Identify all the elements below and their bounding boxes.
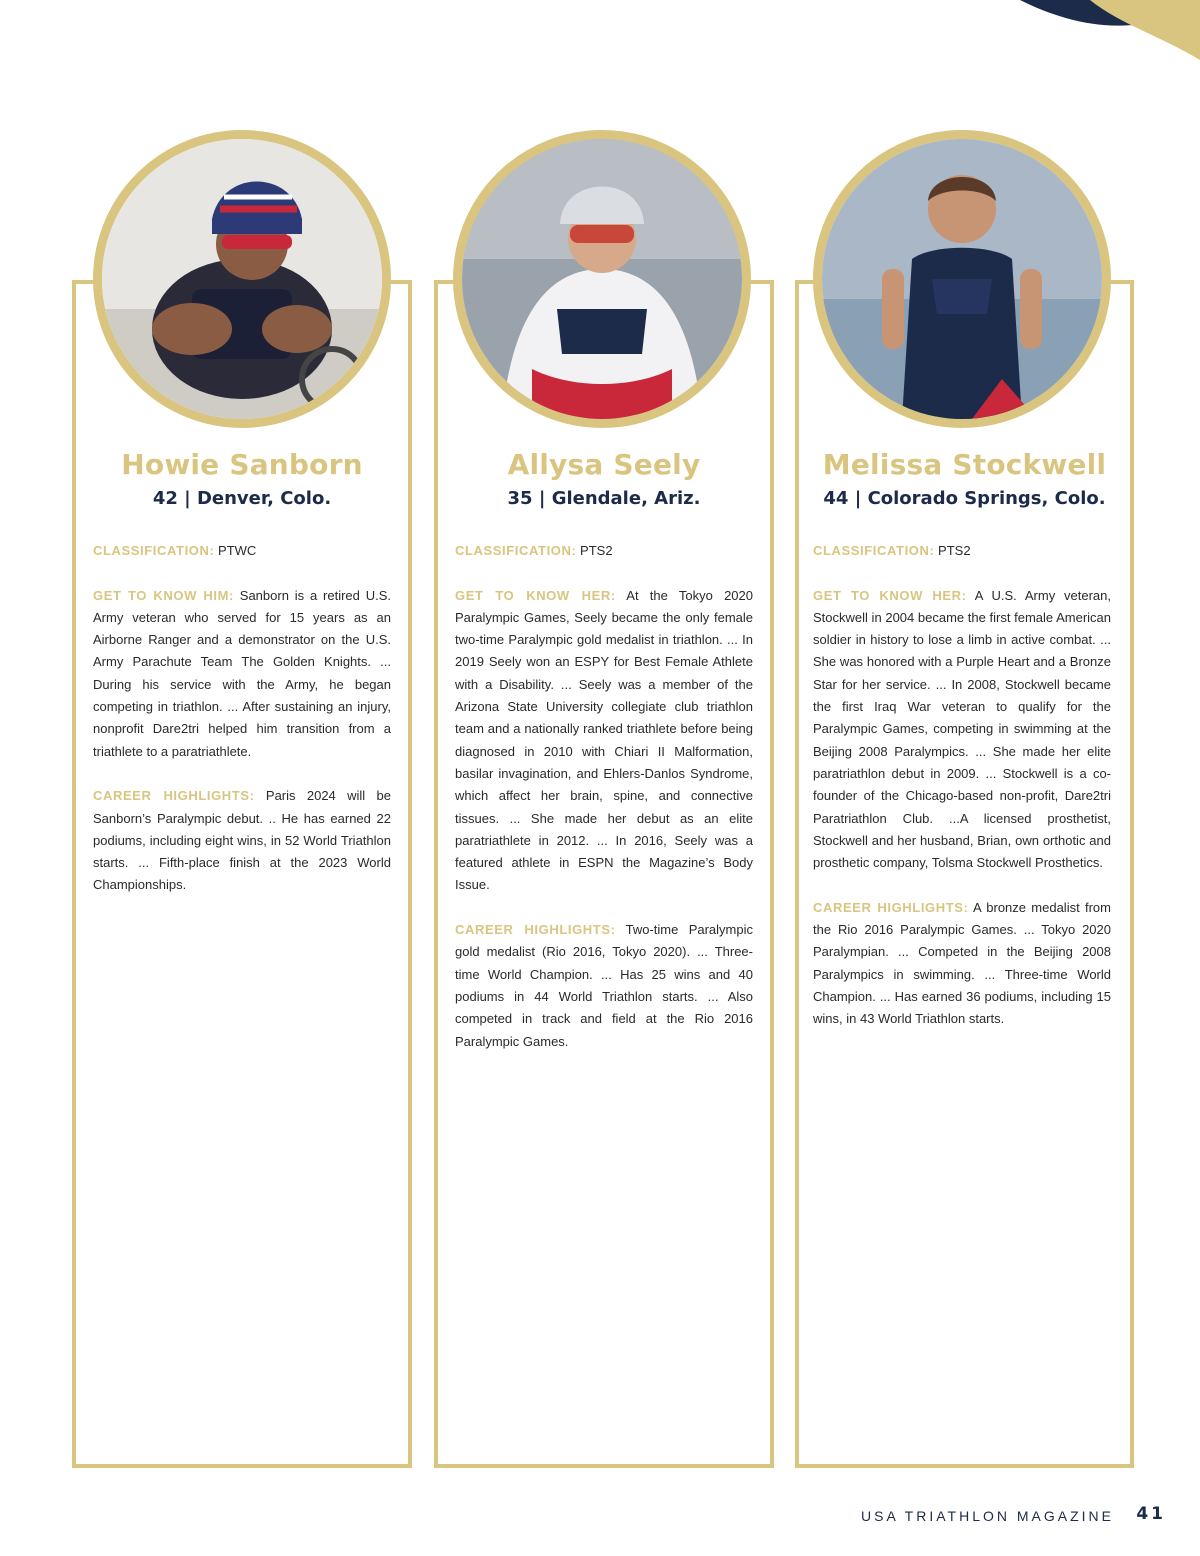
know-text: A U.S. Army veteran, Stockwell in 2004 became the first female American soldier in history to lose a limb in active combat. ... She was honored with a Purple Heart and a Bronze Star for her service. ... In 2008, Stockwell became the first Iraq War veteran to qualify for the Paralympic Games, competing in swimming at the Beijing 2008 Paralympics. ... She made her elite paratriathlon debut in 2009. ... Stockwell is a co-founder of the Chicago-based non-profit, Dare2tri Paratriathlon Club. ...A licensed prosthetist, Stockwell and her husband, Brian, own orthotic and prosthetic company, Tolsma Stockwell Prosthetics. <box>813 587 1111 871</box>
career-text: Two-time Paralympic gold medalist (Rio 2016, Tokyo 2020). ... Three-time World Champion. ... Has 25 wins and 40 podiums in 44 World Triathlon starts. ... Also competed in track and field at the Rio 2016 Paralympic Games. <box>455 922 753 1049</box>
athlete-meta-1: 42 | Denver, Colo. <box>152 488 332 509</box>
athlete-bio-3 <box>813 540 1111 1053</box>
know-text: At the Tokyo 2020 Paralympic Games, Seely became the only female two-time Paralympic gold medalist in triathlon. ... In 2019 Seely won an ESPY for Best Female Athlete with a Disability. ... Seely was a member of the Arizona State University collegiate club triathlon team and a nationally ranked triathlete before being diagnosed in 2010 with Chiari II Malformation, basilar invagination, and Ehlers-Danlos Syndrome, which affect her brain, spine, and connective tissues. ... She made her debut as an elite paratriathlete in 2012. ... In 2016, Seely was a featured athlete in ESPN the Magazine’s Body Issue. <box>455 587 753 893</box>
career-text: Paris 2024 will be Sanborn’s Paralympic debut. .. He has earned 22 podiums, including eight wins, in 52 World Triathlon starts. ... Fifth-place finish at the 2023 World Championships. <box>93 788 391 893</box>
athlete-name-1: Howie Sanborn <box>121 448 363 481</box>
classification-value: PTWC <box>218 543 257 558</box>
classification-value: PTS2 <box>580 543 613 558</box>
know-label: GET TO KNOW HIM: <box>93 587 234 603</box>
know-label: GET TO KNOW HER: <box>813 587 967 603</box>
career-label: CAREER HIGHLIGHTS: <box>93 788 255 804</box>
athlete-photo-runner-icon <box>822 139 1102 419</box>
athlete-photo-cyclist-icon <box>462 139 742 419</box>
classification-label: CLASSIFICATION: <box>93 543 215 558</box>
classification-value: PTS2 <box>938 543 971 558</box>
career-label: CAREER HIGHLIGHTS: <box>813 899 969 915</box>
career-text: A bronze medalist from the Rio 2016 Paralympic Games. ... Tokyo 2020 Paralympian. ... Competed in the Beijing 2008 Paralympics in swimming. ... Three-time World Champion. ... Has earned 36 podiums, including 15 wins, in 43 World Triathlon starts. <box>813 899 1111 1027</box>
athlete-bio-1 <box>93 540 391 919</box>
career-label: CAREER HIGHLIGHTS: <box>455 922 616 938</box>
know-text: Sanborn is a retired U.S. Army veteran who served for 15 years as an Airborne Ranger and a demonstrator on the U.S. Army Parachute Team The Golden Knights. ... During his service with the Army, he began competing in triathlon. ... After sustaining an injury, nonprofit Dare2tri helped him transition from a triathlete to a paratriathlete. <box>93 587 391 759</box>
page-number: 41 <box>1136 1504 1166 1524</box>
athlete-meta-3: 44 | Colorado Springs, Colo. <box>823 488 1106 509</box>
corner-swoosh-decoration <box>1000 0 1200 70</box>
classification-label: CLASSIFICATION: <box>455 543 577 558</box>
magazine-title: USA TRIATHLON MAGAZINE <box>861 1508 1114 1524</box>
athlete-photo-1 <box>93 130 391 428</box>
athlete-photo-2 <box>453 130 751 428</box>
classification-label: CLASSIFICATION: <box>813 543 935 558</box>
athlete-meta-2: 35 | Glendale, Ariz. <box>507 488 701 509</box>
know-label: GET TO KNOW HER: <box>455 587 616 603</box>
athlete-photo-wheelchair-icon <box>102 139 382 419</box>
athlete-bio-2 <box>455 540 753 1075</box>
athlete-name-2: Allysa Seely <box>507 448 701 481</box>
athlete-name-3: Melissa Stockwell <box>822 448 1107 481</box>
athlete-photo-3 <box>813 130 1111 428</box>
